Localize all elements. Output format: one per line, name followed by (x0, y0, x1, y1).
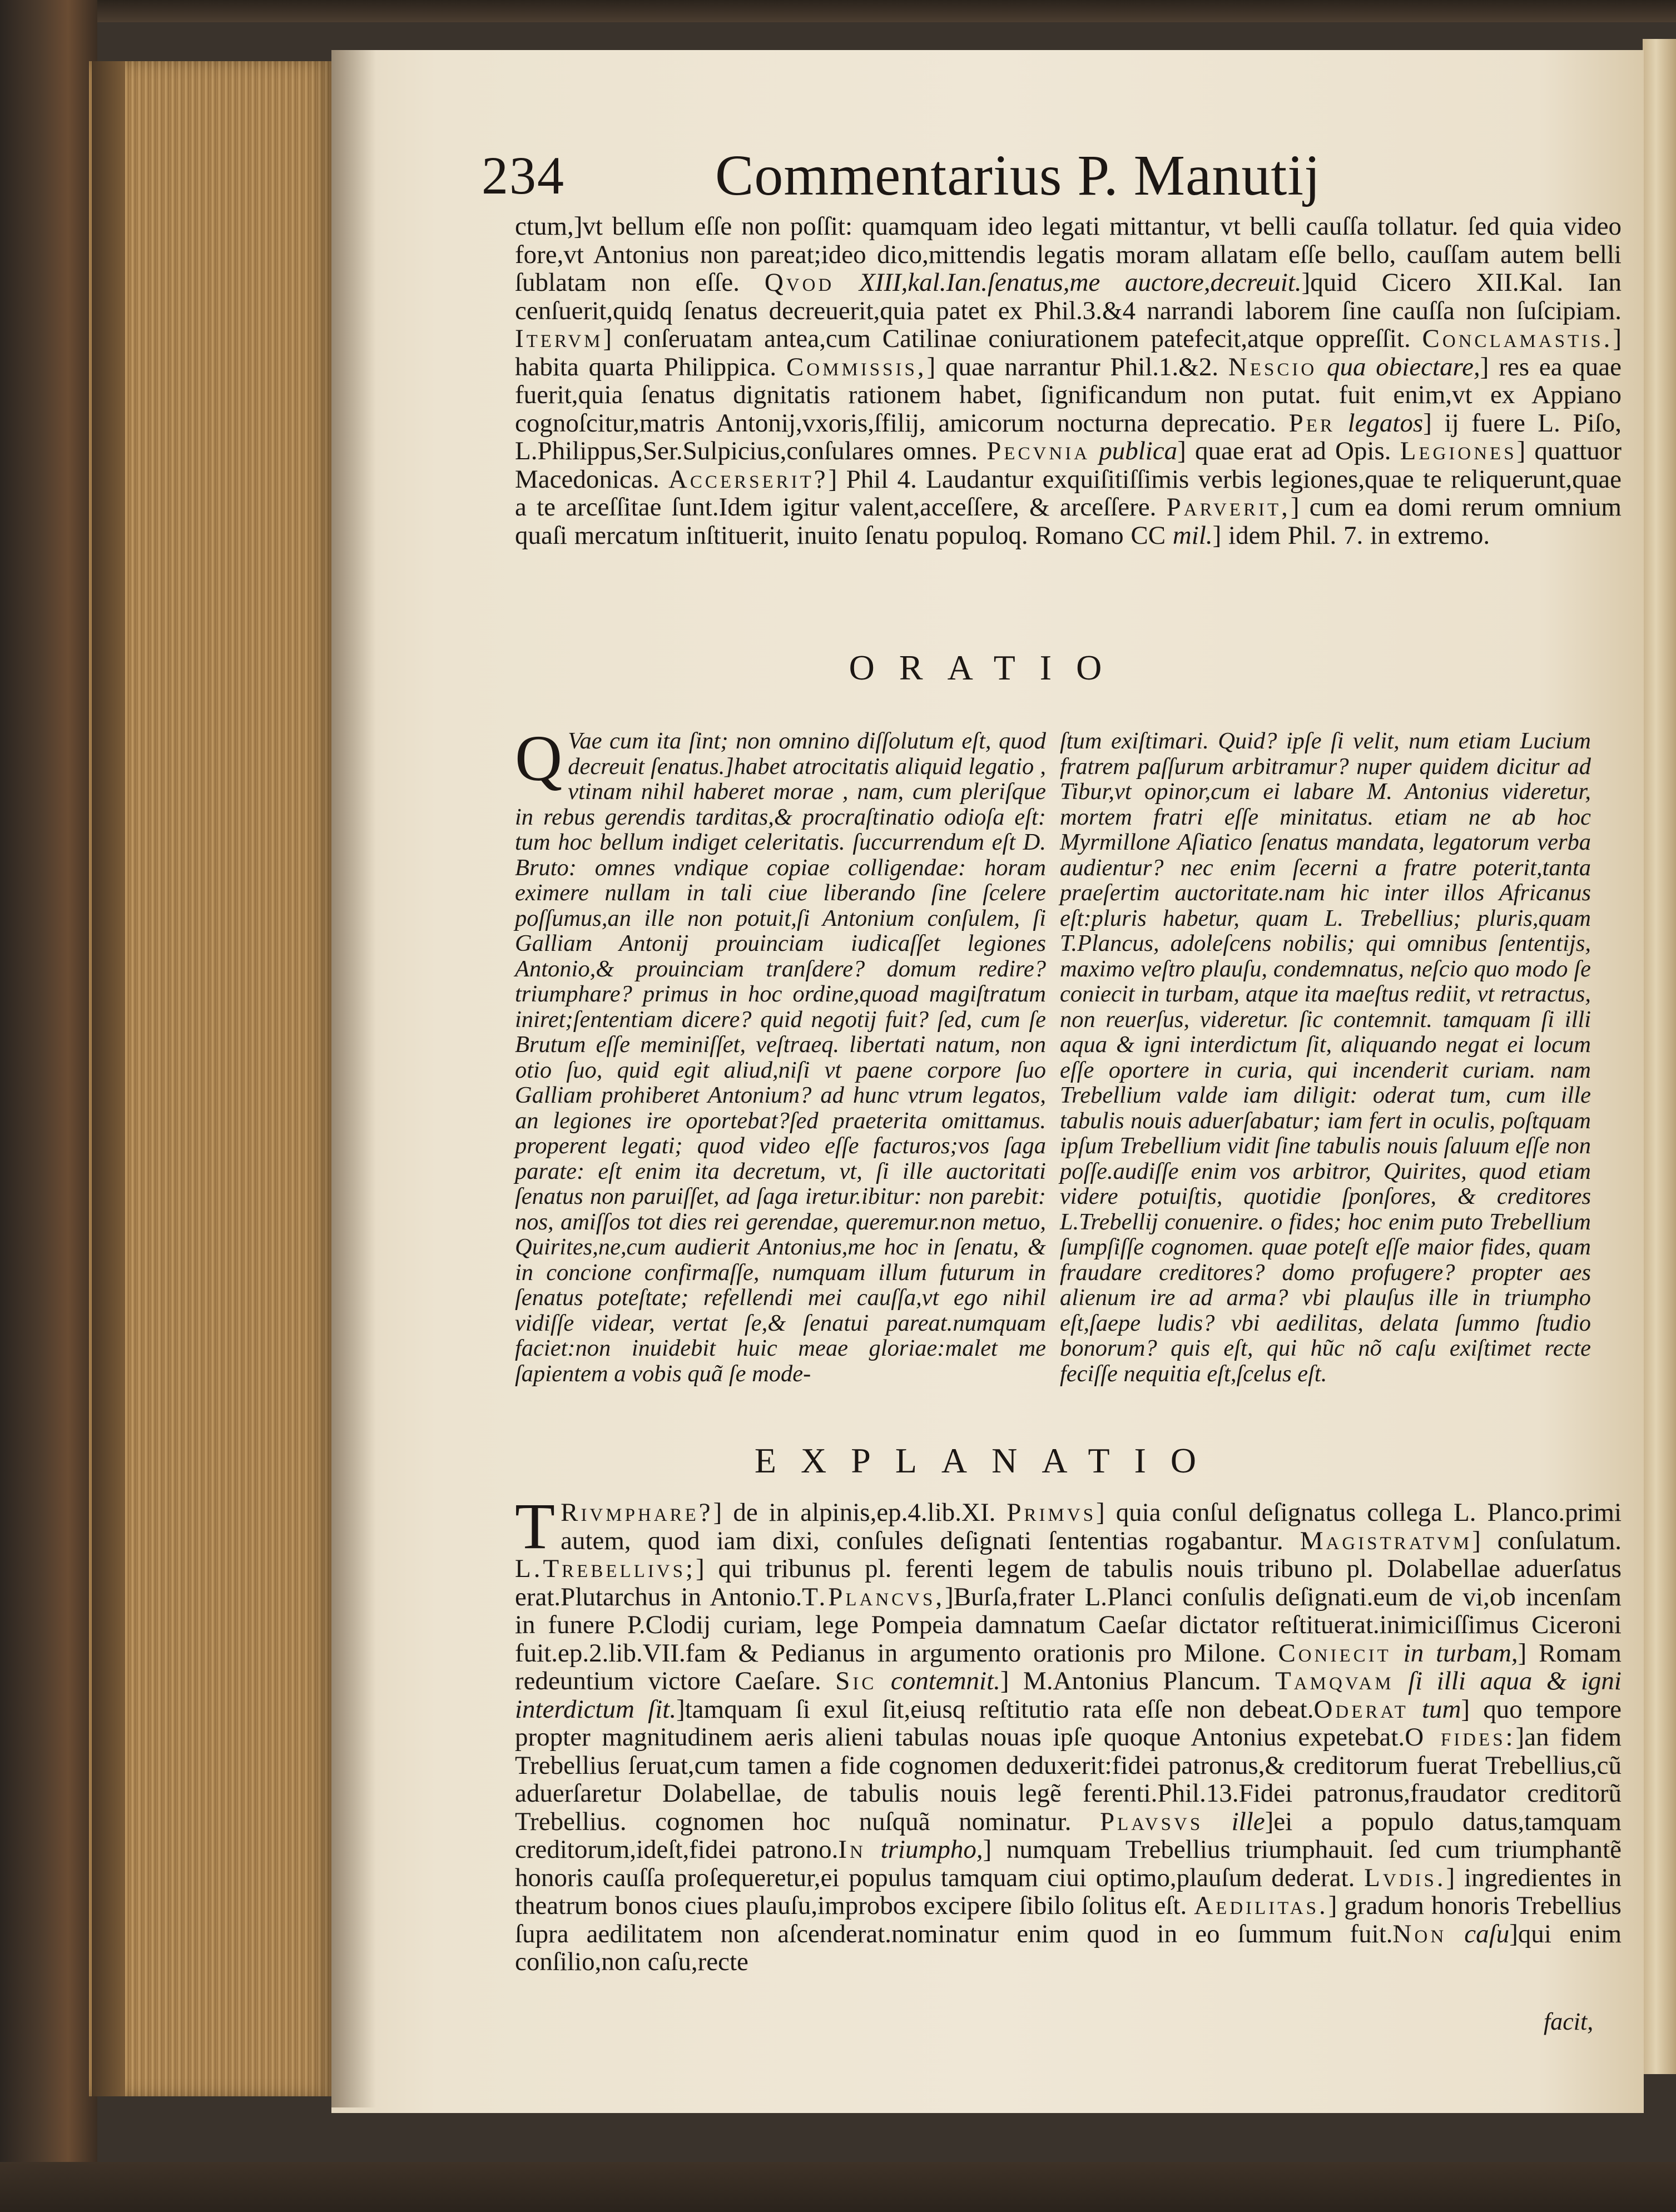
commentary-text: ]qui enim conſilio,non caſu,recte (515, 1919, 1622, 1976)
lemma-italic: legatos (1335, 408, 1424, 438)
explanatio-text (515, 1490, 1622, 1976)
lemma-keyword: Itervm (515, 324, 603, 353)
lemma-italic: tum (1408, 1694, 1461, 1724)
page-edges (89, 61, 337, 2096)
lemma-keyword: Non (1392, 1919, 1447, 1948)
oratio-text-left: Vae cum ita ſint; non omnino diſſolutum eſt, quod decreuit ſenatus.]habet atrocitatis aliquid legatio , vtinam nihil haberet morae , nam, cum pleriſque in rebus gerendis tarditas,& procraſtinatio odioſa eſt: tum hoc bellum indiget celeritatis. ſuccurrendum eſt D. Bruto: omnes vndique copiae colligendae: horam eximere nullam in tali ciue liberando ſine ſcelere poſſumus,an ille non potuit,ſi Antonium conſulem, ſi Galliam Antonij prouinciam iudicaſſet legiones Antonio,& prouinciam tranſdere? domum redire? triumphare? primus in hoc ordine,quoad magiſtratum iniret;ſententiam dicere? quid negotij fuit? ſed, cum ſe Brutum eſſe meminiſſet, veſtraeq. libertati natum, non otio ſuo, quid egit aliud,niſi vt paene corpore ſuo Galliam prohiberet Antonium? ad hunc vtrum legatos, an legiones ire oportebat?ſed praeterita omittamus. properent legati; quod video eſſe facturos;vos ſaga parate: eſt enim ita decretum, vt, ſi ille auctoritati ſenatus non paruiſſet, ad ſaga iretur.ibitur: non parebit: nos, amiſſos tot dies rei gerendae, queremur.non metuo, Quirites,ne,cum audierit Antonius,me hoc in ſenatu, & in concione confirmaſſe, numquam illum futurum in ſenatus poteſtate; refellendi mei cauſſa,vt ego nihil vidiſſe videar, vertat ſe,& ſenatui pareat.numquam faciet:non inuidebit huic meae gloriae:malet me ſapientem a vobis quã ſe mode- (515, 728, 1046, 1387)
lemma-keyword: Commissis, (786, 352, 927, 381)
catchword: facit, (1544, 2008, 1594, 2035)
lemma-keyword: Tamqvam (1275, 1667, 1394, 1695)
commentary-text: ] ingredientes in theatrum bonos ciues plauſu,improbos excipere ſibilo ſolitus eſt. (515, 1863, 1622, 1920)
spine-edge (92, 61, 125, 2096)
commentary-text: ] habita quarta Philippica. (515, 324, 1622, 381)
running-head (482, 145, 1649, 217)
lemma-keyword: Accerserit? (668, 464, 829, 494)
commentary-text: ] ij fuere L. Piſo, L.Philippus,Ser.Sulpicius,conſulares omnes. (515, 408, 1622, 465)
lemma-italic: caſu (1446, 1919, 1510, 1948)
lemma-keyword: L.Trebellivs; (515, 1554, 696, 1583)
lemma-italic: in turbam, (1391, 1638, 1518, 1668)
commentary-paragraph-top (515, 212, 1622, 549)
lemma-keyword: Per (1288, 408, 1335, 438)
commentary-text: ]ei a populo datus,tamquam creditorum,ideſt,fidei patrono. (515, 1807, 1622, 1864)
lemma-keyword: Nescio (1228, 352, 1317, 381)
commentary-text: ] quae narrantur Phil.1.&2. (926, 352, 1228, 381)
lemma-keyword: Legiones (1400, 437, 1517, 465)
running-title: Commentarius P. Manutij (715, 143, 1321, 207)
oratio-column-right: ſtum exiſtimari. Quid? ipſe ſi velit, num etiam Lucium fratrem paſſurum arbitramur? nuper quidem dicitur ad Tibur,vt opinor,cum ei labare M. Antonius videretur, mortem fratri eſſe minitatus. etiam ne ab hoc Myrmillone Aſiatico ſenatus mandata, legatorum verba audientur? nec enim ſecerni a fratre poterit,tanta praeſertim auctoritate.nam hic inter illos Africanus eſt:pluris habetur, quam L. Trebellius; pluris,quam T.Plancus, adoleſcens nobilis; qui omnibus ſententijs, maximo veſtro plauſu, condemnatus, neſcio quo modo ſe coniecit in turbam, atque ita maeſtus rediit, vt retractus, non reuerſus, videretur. ſic contemnit. tamquam ſi illi aqua & igni interdictum ſit, aliquando negat ei locum eſſe oportere in curia, qui incenderit curiam. nam Trebellium valde iam diligit: oderat tum, cum ille tabulis nouis aduerſabatur; iam fert in oculis, poſtquam ipſum Trebellium vidit ſine tabulis nouis ſaluum eſſe non poſſe.audiſſe enim vos arbitror, Quirites, quod etiam videre potuiſtis, quotidie ſponſores, & creditores L.Trebellij conuenire. o fides; hoc enim puto Trebellium ſumpſiſſe cognomen. quae poteſt eſſe maior fides, quam fraudare creditores? domo profugere? propter aes alienum ire ad arma? vbi plauſus ille in triumpho eſt,ſaepe ludis? vbi aedilitas, delata ſummo ſtudio bonorum? quis eſt, qui hũc nõ caſu exiſtimet recte feciſſe nequitia eſt,ſcelus eſt. (1060, 728, 1591, 1387)
lemma-keyword: Sic (835, 1667, 877, 1695)
book-page (331, 50, 1644, 2113)
commentary-text: ] res ea quae fuerit,quia ſenatus dignitatis rationem habet, ſignificandum non putat. fuit enim,vt ex Appiano cognoſcitur,matris Antonij,vxoris,ſfilij, amicorum nocturna deprecatio. (515, 352, 1622, 438)
gutter-shadow (331, 50, 376, 2107)
lemma-italic: triumpho, (865, 1835, 983, 1864)
heading-explanatio: EXPLANATIO (754, 1441, 1221, 1480)
lemma-italic: XIII,kal.Ian.ſenatus,me auctore,decreuit. (834, 268, 1302, 297)
commentary-text: ] conſulatum. (1472, 1526, 1622, 1555)
heading-oratio: ORATIO (849, 648, 1127, 687)
drop-cap-q: Q (515, 722, 563, 795)
commentary-text: ctum,]vt bellum eſſe non poſſit: quamquam ideo legati mittantur, vt belli cauſſa tollatur. ſed quia video fore,vt Antonius non pareat;ideo dico,mittendis legatis moram allatam eſſe bello, cauſſam autem belli ſublatam non eſſe. (515, 212, 1622, 297)
lemma-keyword: Oderat (1313, 1694, 1409, 1724)
commentary-text: ]Burſa,frater L.Planci conſulis deſignati.eum de vi,ob incenſam in funere P.Clodij curiam, lege Pompeia damnatum Caeſar dictator reſtituerat.inimiciſſimus Ciceroni fuit.ep.2.lib.VII.fam & Pedianus in argumento orationis pro Milone. (515, 1582, 1622, 1668)
lemma-keyword: Conclamastis. (1422, 324, 1613, 353)
lemma-keyword: In (838, 1835, 866, 1864)
lemma-keyword: Parverit, (1166, 493, 1291, 522)
lemma-keyword: Lvdis. (1364, 1863, 1446, 1892)
lemma-keyword: Coniecit (1278, 1638, 1391, 1668)
commentary-text: ] conſeruatam antea,cum Catilinae coniurationem patefecit,atque oppreſſit. (603, 324, 1422, 353)
lemma-italic: ſi illi aqua & igni interdictum ſit. (515, 1667, 1622, 1724)
oratio-column-left (515, 722, 1046, 1387)
lemma-keyword: Aedilitas. (1194, 1891, 1328, 1920)
lemma-keyword: O fides: (1405, 1723, 1516, 1752)
facing-page-edge (1643, 39, 1676, 2074)
lemma-keyword: Pecvnia (986, 437, 1090, 465)
commentary-text: ] M.Antonius Plancum. (1000, 1667, 1276, 1695)
binding-bottom (0, 2162, 1676, 2212)
binding-left (0, 0, 97, 2212)
lemma-keyword: Rivmphare? (561, 1498, 713, 1527)
commentary-text: ] Romam redeuntium victore Caeſare. (515, 1638, 1622, 1695)
commentary-paragraph-bottom (515, 1490, 1622, 1976)
lemma-keyword: Magistratvm (1300, 1526, 1472, 1555)
drop-cap-t: T (515, 1490, 556, 1563)
commentary-text: ] cum ea domi rerum omnium quaſi mercatum inſtituerit, inuito ſenatu populoq. Romano CC (515, 493, 1622, 550)
lemma-italic: contemnit. (876, 1667, 1000, 1695)
lemma-keyword: Plavsvs (1099, 1807, 1203, 1836)
commentary-text: ] quo tempore propter magnitudinem aeris alieni tabulas nouas ipſe quoque Antonius expetebat. (515, 1694, 1622, 1752)
lemma-italic: publica (1090, 437, 1178, 465)
lemma-italic: qua obiectare, (1317, 352, 1480, 381)
commentary-text: ] qui tribunus pl. ferenti legem de tabulis nouis tribuno pl. Dolabellae aduerſatus erat.Plutarchus in Antonio. (515, 1554, 1622, 1611)
commentary-text: ] quattuor Macedonicas. (515, 437, 1622, 494)
page-number: 234 (482, 146, 565, 205)
lemma-italic: ille (1203, 1807, 1265, 1836)
commentary-text: ] numquam Trebellius triumphauit. ſed cum triumphantẽ honoris cauſſa proſequeretur,ei populus tamquam ciui optimo,plauſum dederat. (515, 1835, 1622, 1892)
commentary-text: ] Phil 4. Laudantur exquiſitiſſimis verbis legiones,quae te reliquerunt,quae a te arceſſitae ſunt.Idem igitur valent,acceſſere, & arceſſere. (515, 464, 1622, 522)
commentary-text: ] de in alpinis,ep.4.lib.XI. (713, 1498, 1007, 1527)
commentary-text: ]quid Cicero XII.Kal. Ian cenſuerit,quidq ſenatus decreuerit,quia patet ex Phil.3.&4 narrandi laborem ſine cauſſa non ſuſcipiam. (515, 268, 1622, 325)
binding-top (0, 0, 1676, 22)
lemma-keyword: Qvod (764, 268, 835, 297)
commentary-text: ] gradum honoris Trebellius ſupra aedilitatem non aſcenderat.nominatur enim quod in eo ſummum fuit. (515, 1891, 1622, 1948)
commentary-text: ]tamquam ſi exul ſit,eiusq reſtitutio rata eſſe non debeat. (676, 1694, 1314, 1724)
commentary-text: ]an fidem Trebellius ſeruat,cum tamen a fide cognomen deduxerit:fidei patronus,& creditorum fuerat Trebellius,cũ aduerſaretur Dolabellae, de tabulis nouis legẽ ferenti.Phil.13.Fidei patronus,fraudator creditorũ Trebellius. cognomen hoc nuſquã nominatur. (515, 1723, 1622, 1836)
lemma-italic: mil. (1172, 520, 1213, 550)
commentary-text: ] idem Phil. 7. in extremo. (1212, 520, 1490, 550)
lemma-keyword: Primvs (1006, 1498, 1097, 1527)
commentary-text: ] quae erat ad Opis. (1177, 437, 1400, 465)
commentary-text: ] quia conſul deſignatus collega L. Planco.primi autem, quod iam dixi, conſules deſignati ſententias rogabantur. (561, 1498, 1622, 1555)
lemma-keyword: T.Plancvs, (802, 1582, 945, 1611)
